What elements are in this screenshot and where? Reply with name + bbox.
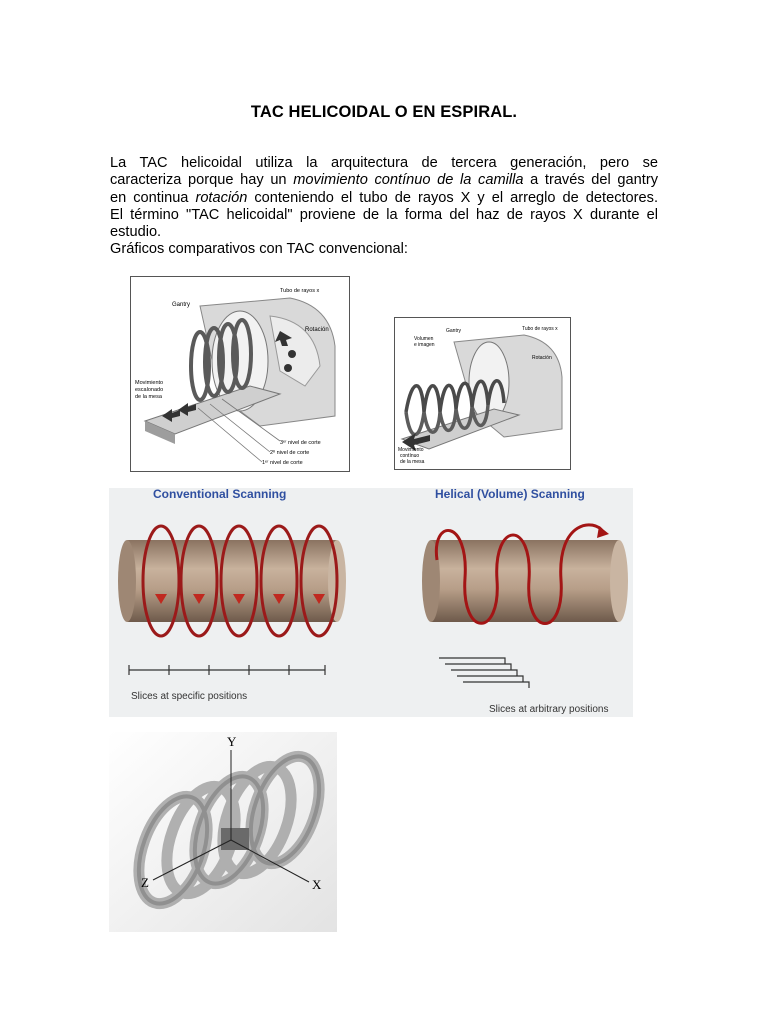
cylinder-end [610, 540, 628, 622]
cylinder-end [118, 540, 136, 622]
move-label: contínuo [400, 453, 420, 459]
rotation-label: Rotación [305, 327, 329, 333]
tube-label: Tubo de rayos x [280, 288, 320, 294]
paragraph-line [110, 190, 658, 207]
table-move-label: Movimiento [135, 380, 164, 386]
paragraph-line: Gráficos comparativos con TAC convencional: [110, 241, 408, 258]
cut-level-label: 1ᵉʳ nivel de corte [262, 460, 303, 466]
scanning-comparison-figure [109, 488, 633, 717]
move-label: de la mesa [400, 459, 425, 465]
cut-level-label: 2º nivel de corte [270, 450, 310, 456]
helical-volume-figure [109, 732, 337, 932]
axis-x-label: X [312, 877, 322, 892]
helical-ct-figure [394, 317, 571, 470]
gantry-label: Gantry [172, 302, 191, 308]
voxel-cube [221, 828, 249, 850]
text-run: en continua [110, 189, 196, 206]
helical-cylinder [431, 540, 619, 622]
conventional-title: Conventional Scanning [153, 488, 287, 501]
text-run: conteniendo el tubo de rayos X y el arreglo de detectores. [247, 189, 658, 206]
table-move-label: escalonado [135, 387, 164, 393]
table-move-label: de la mesa [135, 394, 162, 400]
rotation-label: Rotación [532, 355, 552, 361]
conventional-caption: Slices at specific positions [131, 691, 248, 702]
body-paragraph [110, 155, 658, 259]
text-run: caracteriza porque hay un [110, 172, 294, 189]
paragraph-line [110, 172, 658, 189]
gantry-label: Gantry [446, 328, 462, 334]
move-label: Movimiento [398, 447, 424, 453]
text-run: a través del gantry [523, 172, 658, 189]
helical-title: Helical (Volume) Scanning [435, 488, 585, 501]
axis-y-label: Y [227, 734, 237, 749]
paragraph-line: La TAC helicoidal utiliza la arquitectura de tercera generación, pero se [110, 155, 658, 171]
volume-label: e imagen [414, 342, 435, 348]
volume-label: Volumen [414, 336, 434, 342]
emphasis-text: rotación [195, 189, 248, 206]
conventional-ct-figure [130, 276, 350, 472]
page-title: TAC HELICOIDAL O EN ESPIRAL. [250, 103, 518, 121]
cut-level-label: 3ᵉʳ nivel de corte [280, 440, 321, 446]
tube-label: Tubo de rayos x [522, 326, 558, 332]
paragraph-line: El término "TAC helicoidal" proviene de la forma del haz de rayos X durante el [110, 206, 658, 223]
axis-z-label: Z [141, 875, 149, 890]
paragraph-line: estudio. [110, 224, 162, 241]
conventional-cylinder [127, 540, 337, 622]
helical-caption: Slices at arbitrary positions [489, 704, 609, 715]
emphasis-text: movimiento contínuo de la camilla [293, 172, 524, 189]
